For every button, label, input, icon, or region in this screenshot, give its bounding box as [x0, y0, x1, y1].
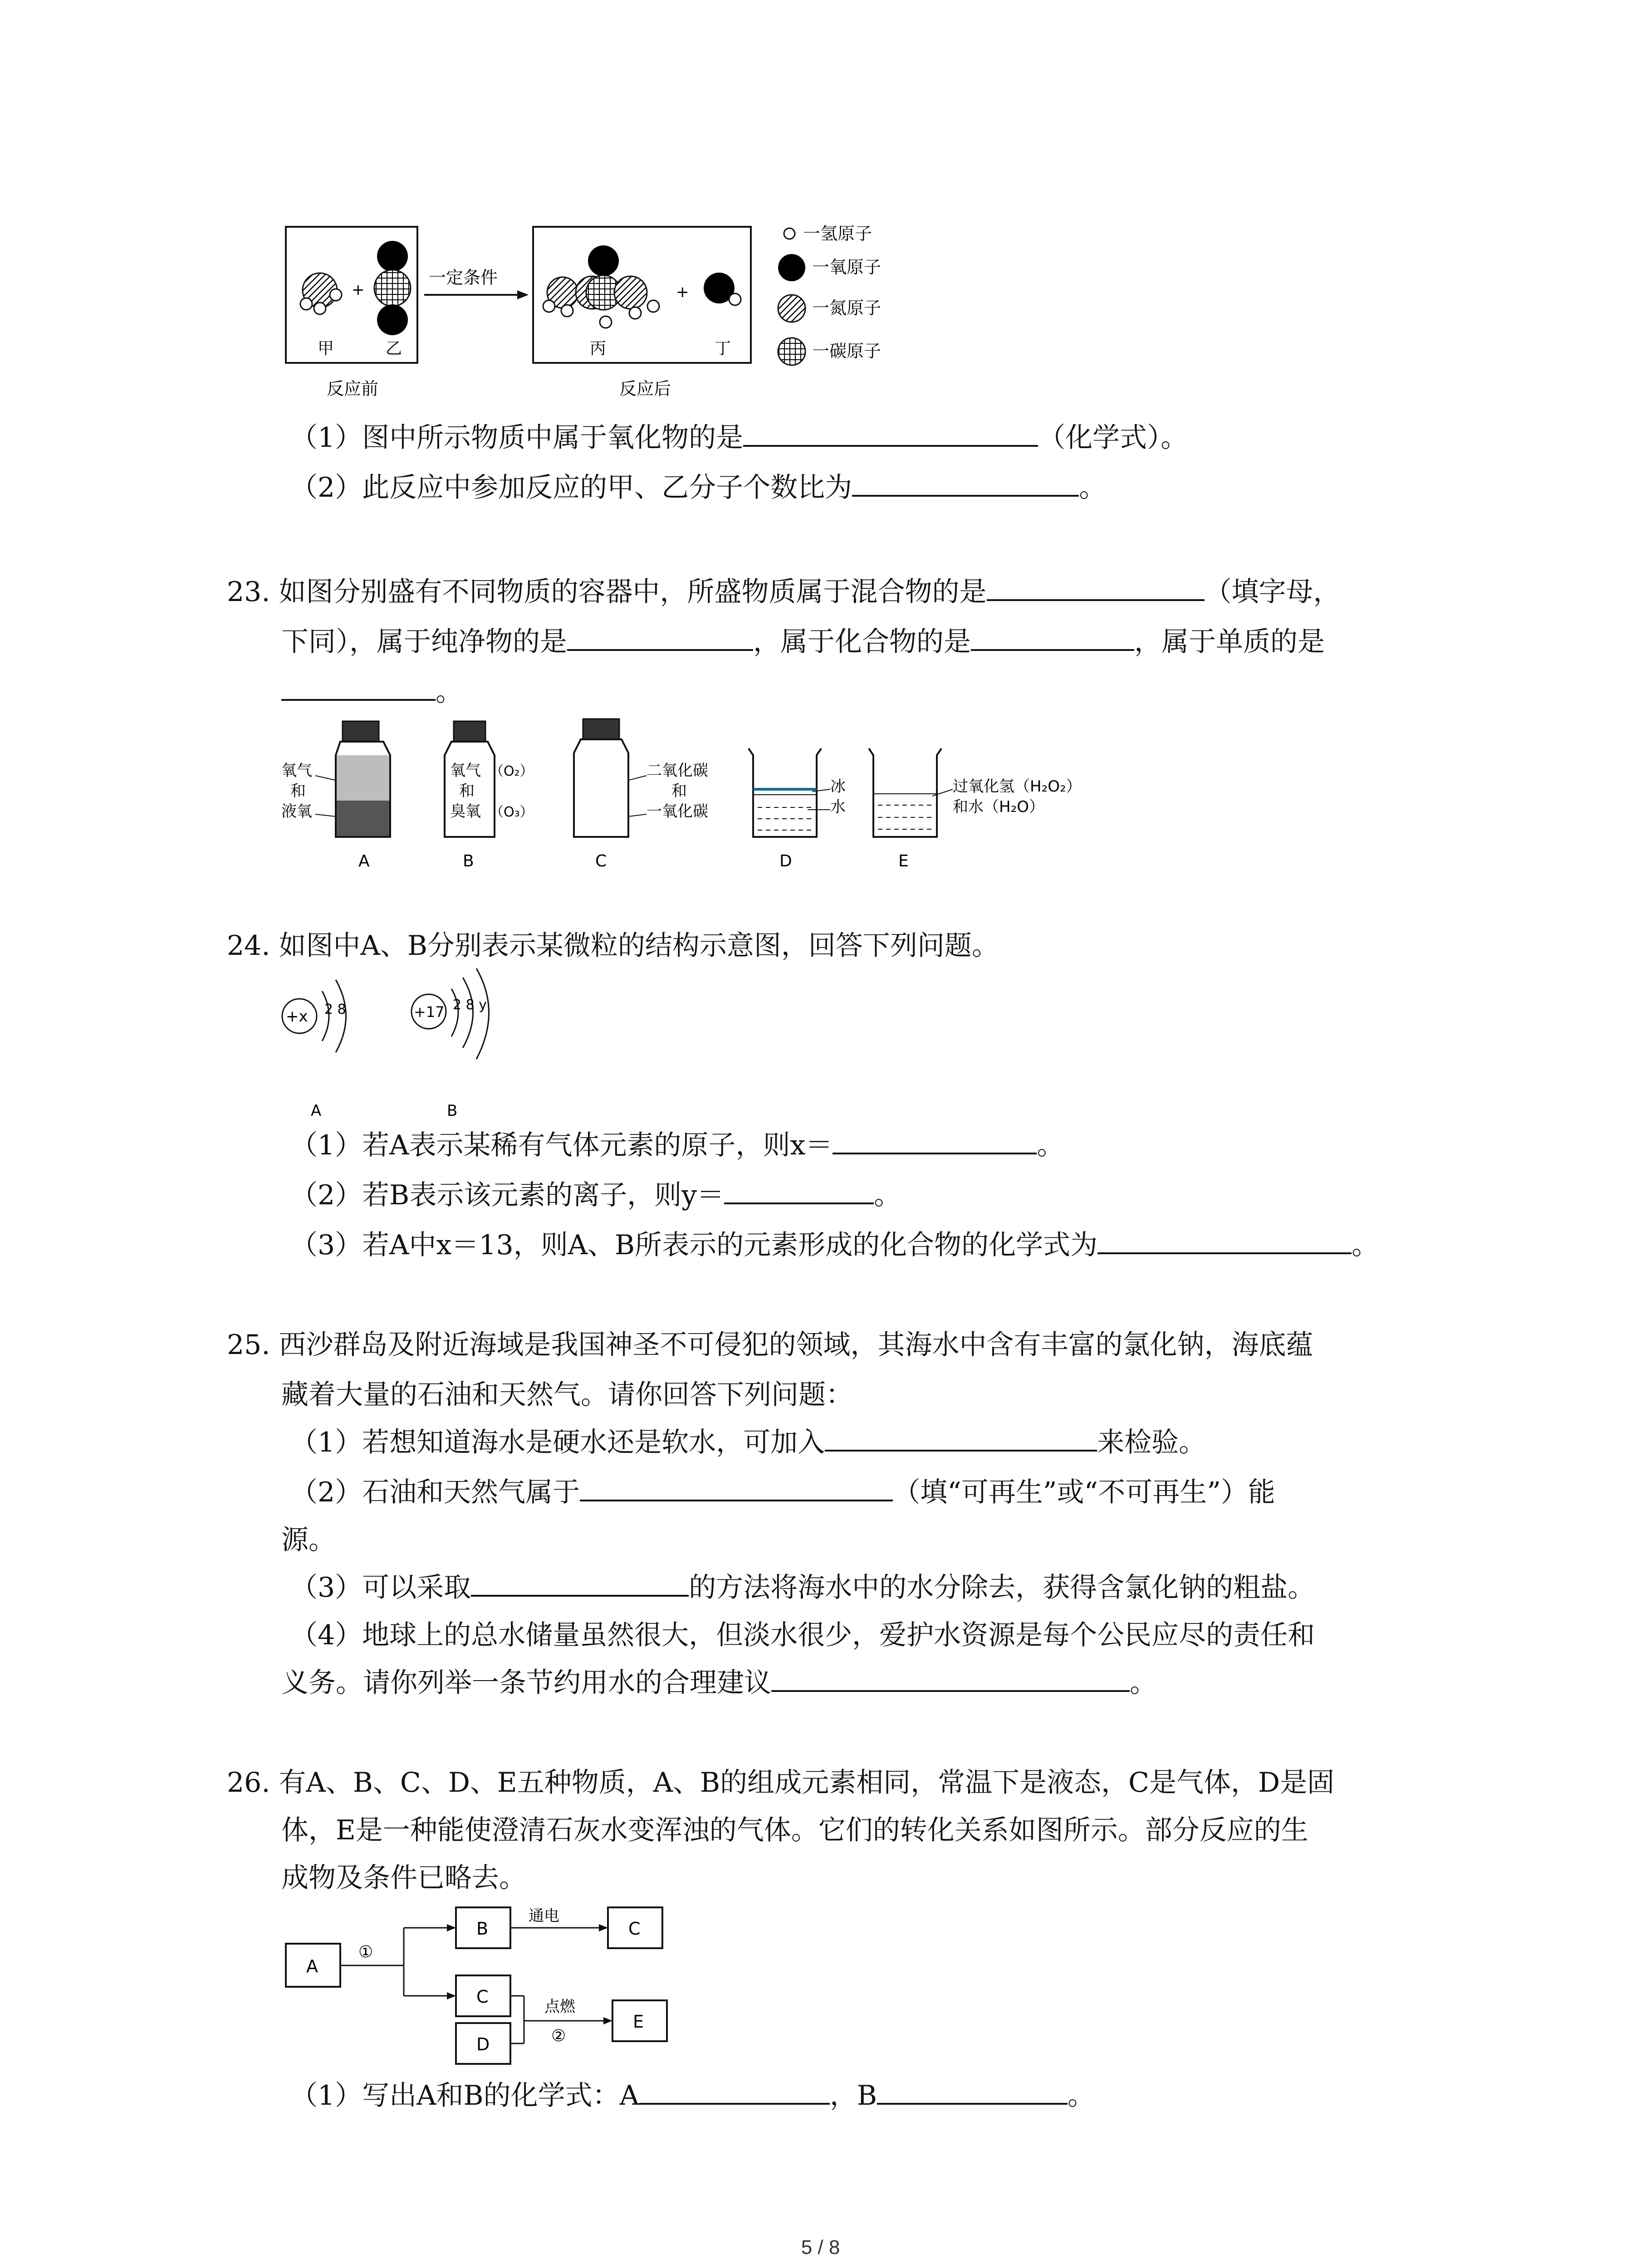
q24-atom-figure [272, 966, 590, 1125]
q22-question-1: （1）图中所示物质中属于氧化物的是 （化学式）。 [290, 420, 1188, 456]
label-a: A [358, 852, 370, 870]
label-d: D [779, 852, 792, 870]
q23-blank-pure[interactable] [567, 624, 753, 651]
q25-blank-3[interactable] [471, 1569, 689, 1597]
after-label: 反应后 [619, 379, 671, 399]
before-label: 反应前 [327, 379, 379, 399]
q25-question-4-cont: 义务。请你列举一条节约用水的合理建议 。 [281, 1665, 1157, 1701]
svg-text:+: + [676, 283, 689, 301]
label-a: A [311, 1102, 322, 1120]
q26-question-1: （1）写出A和B的化学式：A ，B 。 [290, 2077, 1095, 2114]
q25-blank-4[interactable] [771, 1665, 1130, 1692]
step-2: ② [551, 2027, 566, 2045]
svg-text:+: + [352, 281, 365, 299]
b-formula-2: （O₃） [490, 804, 534, 820]
q23-blank-compound[interactable] [971, 624, 1134, 651]
box-c-top: C [628, 1919, 641, 1939]
a-shells: 2 8 [324, 1002, 346, 1017]
q23-line-1: 23. 如图分别盛有不同物质的容器中，所盛物质属于混合物的是 （填字母， [227, 574, 1341, 610]
q22-blank-1[interactable] [743, 420, 1038, 447]
b-formula-1: （O₂） [490, 763, 534, 779]
a-text-1: 氧气 [281, 762, 312, 780]
q23-blank-element[interactable] [281, 674, 436, 701]
q23-blank-mixture[interactable] [987, 574, 1205, 601]
box-c: C [476, 1987, 489, 2007]
b-text-2: 和 [459, 782, 475, 800]
label-c: C [595, 852, 607, 870]
yi-label: 乙 [386, 339, 402, 358]
a-text-2: 和 [290, 782, 306, 800]
q26-blank-b[interactable] [877, 2077, 1068, 2105]
e-text-1: 过氧化氢（H₂O₂） [953, 777, 1082, 796]
label-e: E [898, 852, 909, 870]
q24-question-1: （1）若A表示某稀有气体元素的原子，则x＝ 。 [290, 1127, 1064, 1163]
label-b: B [447, 1102, 458, 1120]
a-nucleus: +x [286, 1007, 308, 1026]
q22-reaction-figure [272, 218, 930, 413]
e-text-2: 和水（H₂O） [953, 798, 1044, 816]
q24-blank-formula[interactable] [1097, 1227, 1352, 1254]
box-a: A [306, 1956, 318, 1976]
label-b: B [463, 852, 474, 870]
q24-question-2: （2）若B表示该元素的离子，则y＝ 。 [290, 1177, 901, 1213]
legend-h: 一氢原子 [803, 224, 872, 244]
q25-blank-2[interactable] [580, 1474, 893, 1501]
c-text-3: 一氧化碳 [647, 802, 708, 821]
step-1: ① [358, 1943, 373, 1961]
q25-question-2: （2）石油和天然气属于 （填“可再生”或“不可再生”）能 [290, 1474, 1275, 1510]
d-text-2: 水 [830, 798, 846, 816]
b-shells: 2 8 y [453, 997, 487, 1013]
ignite-label: 点燃 [544, 1998, 575, 2016]
legend-c: 一碳原子 [812, 341, 882, 361]
ding-label: 丁 [715, 339, 731, 358]
jia-label: 甲 [318, 339, 334, 358]
q25-question-4: （4）地球上的总水储量虽然很大，但淡水很少，爱护水资源是每个公民应尽的责任和 [290, 1619, 1315, 1651]
q26-line-2: 体，E是一种能使澄清石灰水变浑浊的气体。它们的转化关系如图所示。部分反应的生 [281, 1814, 1308, 1846]
q25-line-1: 25. 西沙群岛及附近海域是我国神圣不可侵犯的领域，其海水中含有丰富的氯化钠，海底蕴 [227, 1329, 1313, 1361]
q23-containers-figure [272, 712, 1134, 894]
q23-line-3: 。 [281, 674, 463, 710]
legend-n: 一氮原子 [812, 298, 882, 318]
box-b: B [476, 1919, 489, 1939]
q26-blank-a[interactable] [639, 2077, 830, 2105]
arrow-label: 一定条件 [429, 268, 498, 288]
b-text-1: 氧气 [450, 762, 481, 780]
q26-line-1: 26. 有A、B、C、D、E五种物质，A、B的组成元素相同，常温下是液态，C是气体，D是固 [227, 1767, 1335, 1799]
bing-label: 丙 [590, 339, 607, 358]
q25-question-2-cont: 源。 [281, 1524, 336, 1556]
d-text-1: 冰 [830, 777, 846, 796]
b-nucleus: +17 [414, 1003, 445, 1021]
q26-line-3: 成物及条件已略去。 [281, 1862, 526, 1894]
c-text-2: 和 [671, 782, 687, 800]
q24-line-1: 24. 如图中A、B分别表示某微粒的结构示意图，回答下列问题。 [227, 930, 999, 962]
a-text-3: 液氧 [281, 802, 312, 821]
q22-question-2: （2）此反应中参加反应的甲、乙分子个数比为 。 [290, 469, 1106, 506]
q24-question-3: （3）若A中x＝13，则A、B所表示的元素形成的化合物的化学式为 。 [290, 1227, 1379, 1263]
q25-question-3: （3）可以采取 的方法将海水中的水分除去，获得含氯化钠的粗盐。 [290, 1569, 1315, 1606]
q23-line-2: 下同），属于纯净物的是 ，属于化合物的是 ，属于单质的是 [281, 624, 1325, 660]
box-e: E [633, 2012, 644, 2032]
q25-blank-1[interactable] [825, 1424, 1097, 1452]
legend-o: 一氧原子 [812, 257, 882, 277]
electrolysis-label: 通电 [529, 1907, 559, 1925]
q22-blank-2[interactable] [852, 469, 1079, 497]
page-number: 5 / 8 [801, 2236, 840, 2258]
q24-blank-x[interactable] [833, 1127, 1037, 1154]
q25-line-2: 藏着大量的石油和天然气。请你回答下列问题： [281, 1379, 853, 1411]
q26-flow-diagram [281, 1905, 690, 2068]
c-text-1: 二氧化碳 [647, 762, 708, 780]
box-d: D [476, 2034, 490, 2054]
q24-blank-y[interactable] [724, 1177, 874, 1204]
q25-question-1: （1）若想知道海水是硬水还是软水，可加入 来检验。 [290, 1424, 1206, 1461]
b-text-3: 臭氧 [450, 802, 481, 821]
